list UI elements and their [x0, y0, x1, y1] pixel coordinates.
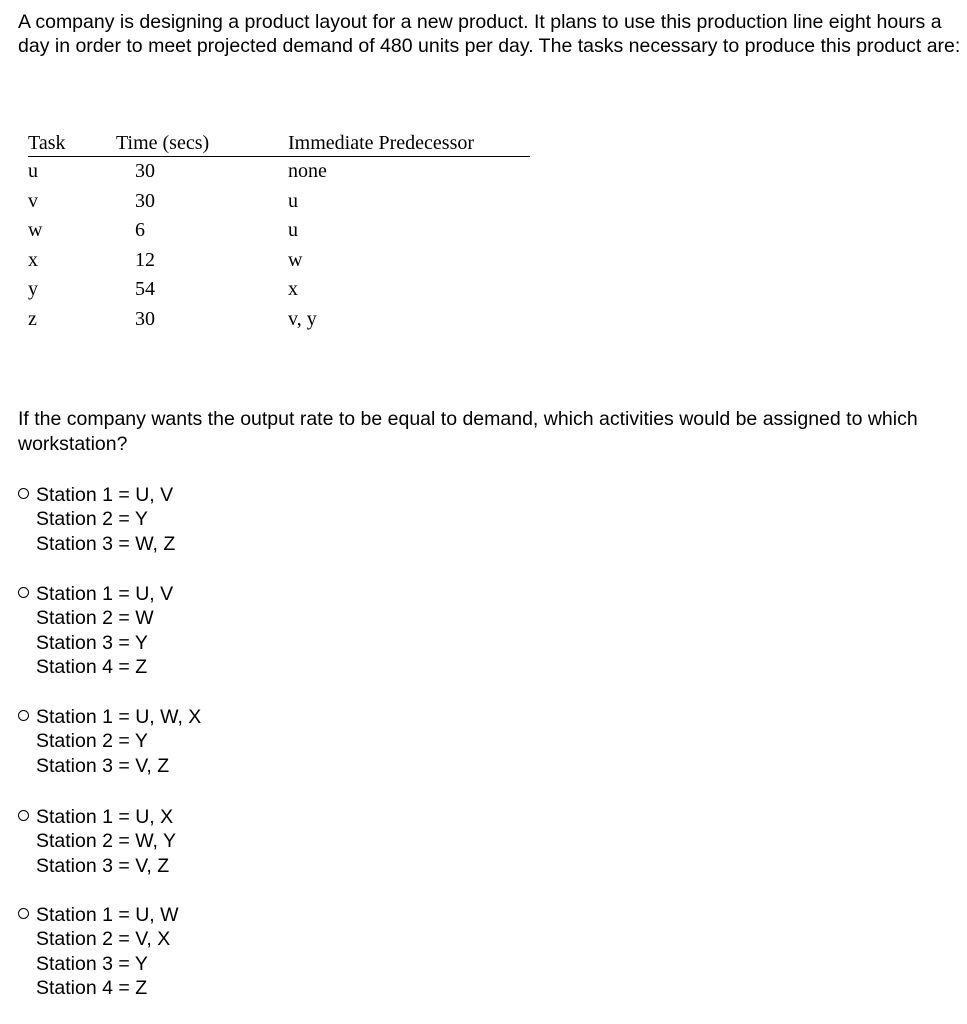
option-line: Station 1 = U, V [36, 484, 174, 506]
option-line: Station 4 = Z [36, 655, 148, 678]
radio-button-icon[interactable] [18, 908, 29, 919]
table-header-row [28, 128, 530, 157]
table-row [28, 216, 530, 246]
task-table [28, 128, 530, 334]
option-line: Station 3 = V, Z [36, 754, 170, 777]
answer-option-5[interactable] [18, 903, 179, 1000]
cell-predecessor: none [288, 160, 327, 182]
table-row [28, 187, 530, 217]
radio-button-icon[interactable] [18, 710, 29, 721]
cell-task: u [28, 160, 38, 182]
table-row [28, 305, 530, 335]
cell-predecessor: u [288, 189, 298, 212]
cell-task: y [28, 278, 38, 300]
cell-time: 6 [135, 219, 145, 241]
cell-predecessor: v, y [288, 307, 317, 330]
cell-time: 30 [135, 160, 155, 182]
answer-option-1[interactable] [18, 483, 175, 556]
option-line: Station 4 = Z [36, 976, 148, 999]
cell-task: w [28, 219, 43, 241]
option-line: Station 2 = Y [36, 730, 148, 753]
header-predecessor: Immediate Predecessor [288, 128, 530, 157]
table-row [28, 157, 530, 187]
option-line: Station 2 = W, Y [36, 830, 177, 853]
table-row [28, 275, 530, 305]
option-line: Station 1 = U, W [36, 904, 179, 926]
answer-option-2[interactable] [18, 582, 173, 679]
table-row [28, 246, 530, 276]
question-text: If the company wants the output rate to be equal to demand, which activities would be assigned to which workstation? [18, 408, 918, 455]
cell-time: 54 [135, 278, 155, 300]
cell-time: 30 [135, 189, 155, 212]
option-line: Station 3 = Y [36, 631, 148, 654]
answer-option-3[interactable] [18, 705, 201, 778]
option-line: Station 1 = U, X [36, 806, 174, 828]
option-line: Station 3 = Y [36, 952, 148, 975]
option-line: Station 1 = U, V [36, 583, 174, 605]
cell-predecessor: x [288, 278, 298, 300]
option-line: Station 2 = Y [36, 508, 148, 531]
cell-task: x [28, 248, 38, 271]
radio-button-icon[interactable] [18, 488, 29, 499]
cell-task: z [28, 307, 37, 330]
cell-predecessor: w [288, 248, 303, 271]
radio-button-icon[interactable] [18, 587, 29, 598]
cell-time: 30 [135, 307, 155, 330]
option-line: Station 1 = U, W, X [36, 706, 202, 728]
option-line: Station 3 = V, Z [36, 854, 170, 877]
intro-paragraph: A company is designing a product layout for a new product. It plans to use this production line eight hours a day in order to meet projected demand of 480 units per day. The tasks necessary to produce this product are: [18, 11, 961, 57]
option-line: Station 2 = V, X [36, 928, 171, 951]
header-task: Task [28, 128, 112, 157]
answer-option-4[interactable] [18, 805, 176, 878]
cell-time: 12 [135, 248, 155, 271]
cell-task: v [28, 189, 38, 212]
option-line: Station 2 = W [36, 607, 154, 630]
cell-predecessor: u [288, 219, 298, 241]
radio-button-icon[interactable] [18, 810, 29, 821]
option-line: Station 3 = W, Z [36, 532, 176, 555]
header-time: Time (secs) [112, 128, 288, 157]
